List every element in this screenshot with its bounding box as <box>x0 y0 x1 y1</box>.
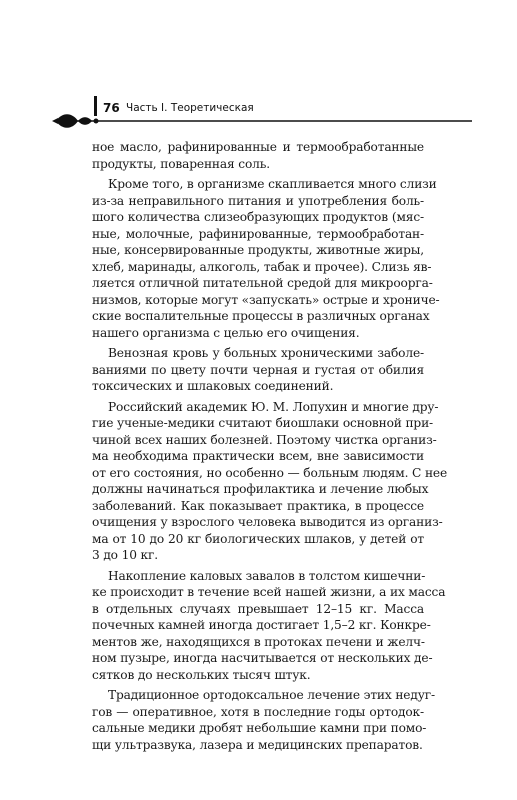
text-line: в отдельных случаях превышает 12–15 кг. Масса <box>92 601 424 616</box>
paragraph <box>92 687 435 753</box>
paragraph <box>92 139 424 172</box>
text-line: из-за неправильного питания и употребления боль- <box>92 193 424 208</box>
text-line: ваниями по цвету почти черная и густая от обилия <box>92 362 424 377</box>
text-line: 3 до 10 кг. <box>92 548 158 562</box>
text-line: от его состояния, но особенно — больным людям. С нее <box>92 465 448 480</box>
text-line: низмов, которые могут «запускать» острые и хрониче- <box>92 292 440 307</box>
text-line: ке происходит в течение всей нашей жизни, а их масса <box>92 585 446 599</box>
text-line: щи ультразвука, лазера и медицинских препаратов. <box>92 737 423 752</box>
text-line: Венозная кровь у больных хроническими заболе- <box>108 346 424 360</box>
text-line: Традиционное ортодоксальное лечение этих недуг- <box>108 688 435 702</box>
text-line: почечных камней иногда достигает 1,5–2 кг. Конкре- <box>92 618 431 632</box>
text-line: ные, молочные, рафинированные, термообработан- <box>92 226 424 241</box>
text-line: ном пузыре, иногда насчитывается от нескольких де- <box>92 651 433 665</box>
paragraph <box>92 176 440 341</box>
text-line: ляется отличной питательной средой для микроорга- <box>92 276 433 290</box>
text-line: гие ученые-медики считают биошлаки основной при- <box>92 416 434 430</box>
text-line: чиной всех наших болезней. Поэтому чистка организ- <box>92 432 437 447</box>
text-line: ные, консервированные продукты, животные жиры, <box>92 243 424 257</box>
text-line: шого количества слизеобразующих продуктов (мяс- <box>92 210 424 224</box>
text-line: Российский академик Ю. М. Лопухин и многие дру- <box>108 399 439 414</box>
running-head: Часть I. Теоретическая <box>126 102 254 114</box>
text-line: сальные медики дробят небольшие камни при помо- <box>92 721 427 735</box>
text-line: нашего организма с целью его очищения. <box>92 325 360 340</box>
paragraph <box>92 345 424 395</box>
text-line: гов — оперативное, хотя в последние годы ортодок- <box>92 704 424 719</box>
text-line: токсических и шлаковых соединений. <box>92 379 334 393</box>
paragraph <box>92 399 448 564</box>
text-line: продукты, поваренная соль. <box>92 156 270 171</box>
page-number: 76 <box>103 101 120 115</box>
text-line: заболеваний. Как показывает практика, в процессе <box>92 498 424 513</box>
text-line: Кроме того, в организме скапливается много слизи <box>108 177 437 191</box>
page-header <box>52 94 472 144</box>
text-line: ментов же, находящихся в протоках печени и желч- <box>92 634 425 649</box>
text-line: Накопление каловых завалов в толстом кишечни- <box>108 568 426 583</box>
paragraph <box>92 568 446 684</box>
text-line: ма от 10 до 20 кг биологических шлаков, у детей от <box>92 531 424 546</box>
text-line: ное масло, рафинированные и термообработанные <box>92 140 424 154</box>
text-line: сятков до нескольких тысяч штук. <box>92 667 311 682</box>
text-line: ма необходима практически всем, вне зависимости <box>92 449 424 463</box>
text-line: хлеб, маринады, алкоголь, табак и прочее). Слизь яв- <box>92 259 432 274</box>
body-text <box>92 139 448 753</box>
text-line: должны начинаться профилактика и лечение любых <box>92 482 429 496</box>
text-line: ские воспалительные процессы в различных органах <box>92 309 430 323</box>
text-line: очищения у взрослого человека выводится из организ- <box>92 515 443 529</box>
